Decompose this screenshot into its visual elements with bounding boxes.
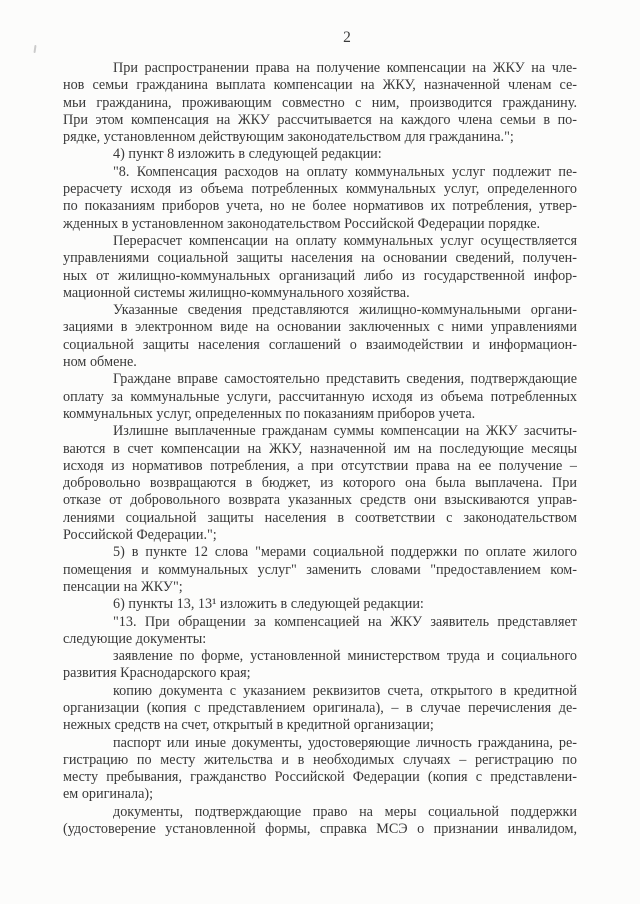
document-body [63,60,577,838]
text-line: Излишне выплаченные гражданам суммы компенсации на ЖКУ засчиты- [113,423,577,440]
text-line: мационной системы жилищно-коммунального хозяйства. [63,284,410,301]
scan-artifact [33,45,36,53]
text-line: ваются в счет компенсации на ЖКУ, назначенной им на последующие месяцы [63,440,577,457]
text-line: заявление по форме, установленной министерством труда и социального [113,648,577,665]
text-line: месту пребывания, гражданство Российской Федерации (копия с представлени- [63,769,577,786]
text-line: "8. Компенсация расходов на оплату коммунальных услуг подлежит пе- [113,163,577,180]
text-line: зациями в электронном виде на основании заключенных с ними управлениями [63,319,577,336]
text-line: развития Краснодарского края; [63,665,251,682]
text-line: рядке, установленном действующим законодательством для гражданина."; [63,129,514,146]
text-line: документы, подтверждающие право на меры социальной поддержки [113,803,577,820]
text-line: 5) в пункте 12 слова "мерами социальной поддержки по оплате жилого [113,544,577,561]
text-line: Российской Федерации."; [63,527,217,544]
text-line: добровольно возвращаются в бюджет, из которого она была выплачена. При [63,475,577,492]
text-line: жденных в установленном законодательством Российской Федерации порядке. [63,215,541,232]
text-line: копию документа с указанием реквизитов счета, открытого в кредитной [113,682,577,699]
text-line: 4) пункт 8 изложить в следующей редакции: [113,146,382,163]
text-line: управлениями социальной защиты населения на основании сведений, получен- [63,250,577,267]
text-line: исходя из нормативов потребления, а при отсутствии права на ее получение – [63,457,577,474]
text-line: ем оригинала); [63,786,154,803]
text-line: отказе от добровольного возврата указанных средств они взыскиваются управ- [63,492,577,509]
text-line: коммунальных услуг, определенных по показаниям приборов учета. [63,405,476,422]
text-line: При этом компенсация на ЖКУ рассчитывается на каждого члена семьи в по- [63,111,577,128]
text-line: нежных средств на счет, открытый в кредитной организации; [63,717,434,734]
text-line: лениями социальной защиты населения в соответствии с законодательством [63,509,577,526]
text-line: Перерасчет компенсации на оплату коммунальных услуг осуществляется [113,232,577,249]
text-line: рерасчету исходя из объема потребленных коммунальных услуг, определенного [63,181,577,198]
text-line: нов семьи гражданина выплата компенсации на ЖКУ, назначенной членам се- [63,77,577,94]
text-line: 6) пункты 13, 13¹ изложить в следующей редакции: [113,596,424,613]
text-line: "13. При обращении за компенсацией на ЖКУ заявитель представляет [113,613,577,630]
text-line: следующие документы: [63,630,207,647]
text-line: пенсации на ЖКУ"; [63,578,183,595]
text-line: социальной защиты населения соглашений о взаимодействии и информацион- [63,336,577,353]
text-line: ном обмене. [63,354,137,371]
text-line: мьи гражданина, проживающим совместно с ним, производится гражданину. [63,94,577,111]
text-line: Граждане вправе самостоятельно представить сведения, подтверждающие [113,371,577,388]
text-line: паспорт или иные документы, удостоверяющие личность гражданина, ре- [113,734,577,751]
text-line: гистрацию по месту жительства и в необходимых случаях – регистрацию по [63,751,577,768]
text-line: организации (копия с представлением оригинала), – в случае перечисления де- [63,699,577,716]
text-line: (удостоверение установленной формы, справка МСЭ о признании инвалидом, [63,821,577,838]
text-line: При распространении права на получение компенсации на ЖКУ на чле- [113,60,577,76]
page-number: 2 [343,29,351,46]
text-line: ных от жилищно-коммунальных организаций либо из государственной инфор- [63,267,577,284]
text-line: Указанные сведения представляются жилищно-коммунальными органи- [113,302,577,319]
text-line: помещения и коммунальных услуг" заменить словами "предоставлением ком- [63,561,577,578]
text-line: по показаниям приборов учета, но не более нормативов их потребления, утвер- [63,198,577,215]
text-line: оплату за коммунальные услуги, рассчитанную исходя из объема потребленных [63,388,577,405]
